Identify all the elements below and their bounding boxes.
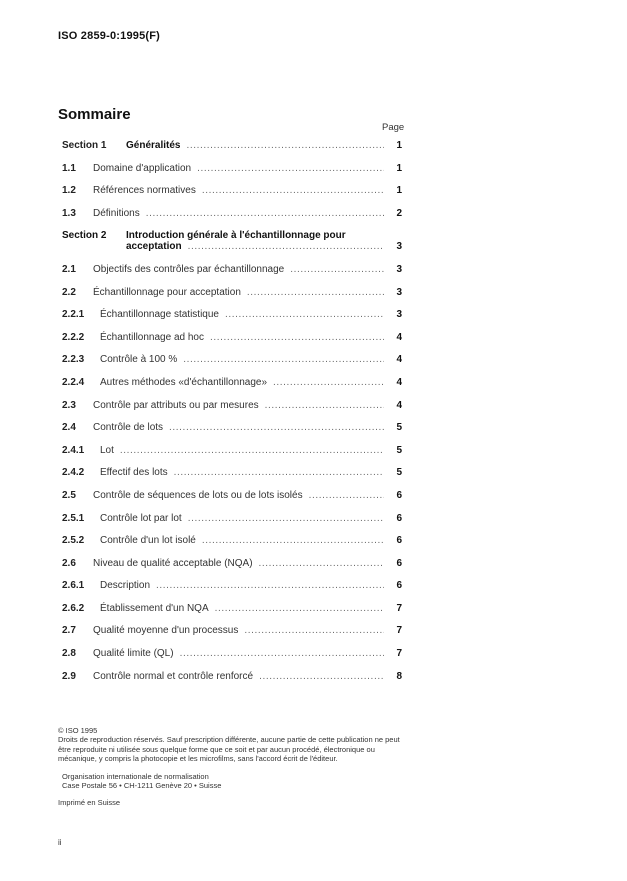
table-of-contents — [62, 140, 402, 693]
toc-entry-2-4[interactable] — [62, 422, 402, 433]
toc-entry-number: 2.6.1 — [62, 580, 85, 592]
toc-entry-page: 5 — [396, 467, 402, 479]
toc-entry-number: 2.2.3 — [62, 354, 85, 366]
toc-entry-label: Niveau de qualité acceptable (NQA) — [93, 557, 253, 569]
toc-leader-dots — [202, 185, 384, 196]
toc-entry-page: 7 — [396, 648, 402, 660]
toc-entry-page: 3 — [396, 286, 402, 298]
copyright-notice — [58, 726, 408, 808]
toc-entry-2-6-1[interactable] — [62, 580, 402, 591]
toc-leader-dots — [290, 264, 384, 275]
toc-entry-2-2-4[interactable] — [62, 377, 402, 388]
rights-statement: Droits de reproduction réservés. Sauf prescription différente, aucune partie de cette publication ne peut être reproduite ni utilisée sous quelque forme que ce soit et par aucun procédé, électronique ou mécanique, y compris la photocopie et les microfilms, sans l'accord écrit de l'éditeur. — [58, 735, 400, 764]
toc-entry-2-2-2[interactable] — [62, 332, 402, 343]
toc-entry-1-1[interactable] — [62, 163, 402, 174]
toc-entry-2-9[interactable] — [62, 671, 402, 682]
toc-entry-number: 2.2.1 — [62, 309, 85, 321]
toc-leader-dots — [244, 625, 384, 636]
toc-entry-number: 2.5 — [62, 489, 76, 501]
toc-entry-label: Contrôle de lots — [93, 422, 164, 434]
toc-entry-label: Description — [100, 580, 151, 592]
toc-entry-label: Références normatives — [93, 185, 196, 197]
toc-entry-2-7[interactable] — [62, 625, 402, 636]
toc-leader-dots — [265, 400, 384, 411]
copyright-line: © ISO 1995 — [58, 726, 98, 735]
toc-entry-2-2-3[interactable] — [62, 354, 402, 365]
toc-entry-2-5-2[interactable] — [62, 535, 402, 546]
toc-entry-page: 4 — [396, 376, 402, 388]
toc-entry-label: Qualité limite (QL) — [93, 648, 174, 660]
toc-entry-page: 6 — [396, 535, 402, 547]
toc-leader-dots — [188, 513, 384, 524]
toc-entry-page: 8 — [396, 670, 402, 682]
toc-entry-page: 6 — [396, 557, 402, 569]
toc-entry-number: 1.3 — [62, 207, 76, 219]
toc-entry-number: 2.2 — [62, 286, 76, 298]
toc-entry-section-1[interactable] — [62, 140, 402, 151]
toc-entry-label: Généralités — [126, 140, 181, 151]
toc-entry-number: 2.5.1 — [62, 512, 85, 524]
toc-entry-page: 1 — [396, 185, 402, 197]
toc-leader-dots — [183, 354, 384, 365]
toc-entry-page: 1 — [396, 162, 402, 174]
printed-in: Imprimé en Suisse — [58, 798, 121, 808]
toc-entry-label: Échantillonnage statistique — [100, 309, 219, 321]
toc-entry-2-8[interactable] — [62, 648, 402, 659]
toc-entry-label: Introduction générale à l'échantillonnage pour — [126, 230, 346, 242]
toc-entry-number: Section 2 — [62, 230, 107, 242]
toc-leader-dots — [225, 309, 384, 320]
toc-entry-page: 1 — [396, 140, 402, 151]
toc-entry-1-2[interactable] — [62, 185, 402, 196]
toc-leader-dots — [188, 241, 384, 252]
toc-entry-page: 4 — [396, 399, 402, 411]
toc-entry-2-2[interactable] — [62, 287, 402, 298]
toc-leader-dots — [259, 558, 384, 569]
toc-entry-number: 2.1 — [62, 263, 76, 275]
toc-entry-label: Échantillonnage ad hoc — [100, 331, 204, 343]
toc-entry-number: 2.4 — [62, 422, 76, 434]
document-id: ISO 2859-0:1995(F) — [58, 30, 161, 42]
toc-group-section-2 — [62, 264, 402, 682]
toc-entry-page: 3 — [396, 309, 402, 321]
toc-leader-dots — [180, 648, 384, 659]
toc-entry-2-6[interactable] — [62, 558, 402, 569]
toc-entry-page: 2 — [396, 207, 402, 219]
toc-entry-label: Lot — [100, 444, 114, 456]
toc-entry-label: Objectifs des contrôles par échantillonnage — [93, 263, 285, 275]
toc-entry-number: 2.4.2 — [62, 467, 85, 479]
toc-leader-dots — [247, 287, 384, 298]
toc-entry-label: Effectif des lots — [100, 467, 168, 479]
organisation-address: Case Postale 56 • CH-1211 Genève 20 • Suisse — [62, 781, 222, 791]
toc-entry-section-2[interactable] — [62, 230, 402, 252]
toc-entry-label: Contrôle normal et contrôle renforcé — [93, 670, 254, 682]
toc-entry-number: 2.8 — [62, 648, 76, 660]
toc-entry-2-1[interactable] — [62, 264, 402, 275]
page-number: ii — [58, 838, 62, 847]
toc-entry-number: 2.5.2 — [62, 535, 85, 547]
toc-leader-dots — [156, 580, 384, 591]
toc-entry-number: 2.6 — [62, 557, 76, 569]
toc-entry-2-2-1[interactable] — [62, 309, 402, 320]
toc-entry-page: 4 — [396, 331, 402, 343]
toc-entry-2-6-2[interactable] — [62, 603, 402, 614]
toc-entry-label: Échantillonnage pour acceptation — [93, 286, 241, 298]
toc-entry-number: 2.6.2 — [62, 602, 85, 614]
toc-entry-label: Autres méthodes «d'échantillonnage» — [100, 376, 268, 388]
toc-entry-label-continued: acceptation — [126, 241, 182, 253]
toc-leader-dots — [273, 377, 384, 388]
toc-entry-label: Définitions — [93, 207, 140, 219]
organisation-name: Organisation internationale de normalisation — [62, 771, 209, 781]
toc-entry-label: Établissement d'un NQA — [100, 602, 209, 614]
toc-leader-dots — [186, 140, 384, 151]
toc-leader-dots — [169, 422, 384, 433]
toc-entry-page: 3 — [396, 241, 402, 253]
toc-group-section-1 — [62, 163, 402, 219]
toc-entry-number: 2.4.1 — [62, 444, 85, 456]
toc-entry-label: Qualité moyenne d'un processus — [93, 625, 239, 637]
toc-entry-label: Contrôle à 100 % — [100, 354, 178, 366]
toc-entry-number: 1.2 — [62, 185, 76, 197]
toc-entry-page: 3 — [396, 263, 402, 275]
toc-entry-1-3[interactable] — [62, 208, 402, 219]
toc-entry-number: 2.3 — [62, 399, 76, 411]
toc-entry-number: 2.7 — [62, 625, 76, 637]
toc-leader-dots — [215, 603, 384, 614]
toc-entry-page: 5 — [396, 444, 402, 456]
toc-entry-page: 7 — [396, 625, 402, 637]
toc-leader-dots — [259, 671, 384, 682]
page-column-label: Page — [382, 122, 405, 133]
toc-leader-dots — [202, 535, 384, 546]
toc-entry-number: 2.9 — [62, 670, 76, 682]
toc-leader-dots — [146, 208, 384, 219]
toc-leader-dots — [120, 445, 384, 456]
toc-entry-2-3[interactable] — [62, 400, 402, 411]
toc-entry-page: 5 — [396, 422, 402, 434]
toc-leader-dots — [197, 163, 384, 174]
toc-leader-dots — [174, 467, 384, 478]
toc-entry-2-5-1[interactable] — [62, 513, 402, 524]
toc-entry-number: Section 1 — [62, 140, 107, 151]
toc-entry-2-5[interactable] — [62, 490, 402, 501]
toc-entry-page: 6 — [396, 512, 402, 524]
toc-entry-label: Contrôle lot par lot — [100, 512, 182, 524]
toc-entry-label: Domaine d'application — [93, 162, 192, 174]
toc-leader-dots — [309, 490, 384, 501]
toc-leader-dots — [210, 332, 384, 343]
toc-entry-page: 6 — [396, 580, 402, 592]
toc-entry-number: 1.1 — [62, 162, 76, 174]
toc-entry-page: 4 — [396, 354, 402, 366]
toc-entry-label: Contrôle par attributs ou par mesures — [93, 399, 259, 411]
toc-entry-label: Contrôle de séquences de lots ou de lots isolés — [93, 489, 303, 501]
toc-entry-label: Contrôle d'un lot isolé — [100, 535, 196, 547]
toc-entry-2-4-2[interactable] — [62, 467, 402, 478]
page-title: Sommaire — [58, 106, 131, 123]
toc-entry-page: 6 — [396, 489, 402, 501]
toc-entry-2-4-1[interactable] — [62, 445, 402, 456]
toc-entry-number: 2.2.4 — [62, 376, 85, 388]
toc-entry-number: 2.2.2 — [62, 331, 85, 343]
toc-entry-page: 7 — [396, 602, 402, 614]
